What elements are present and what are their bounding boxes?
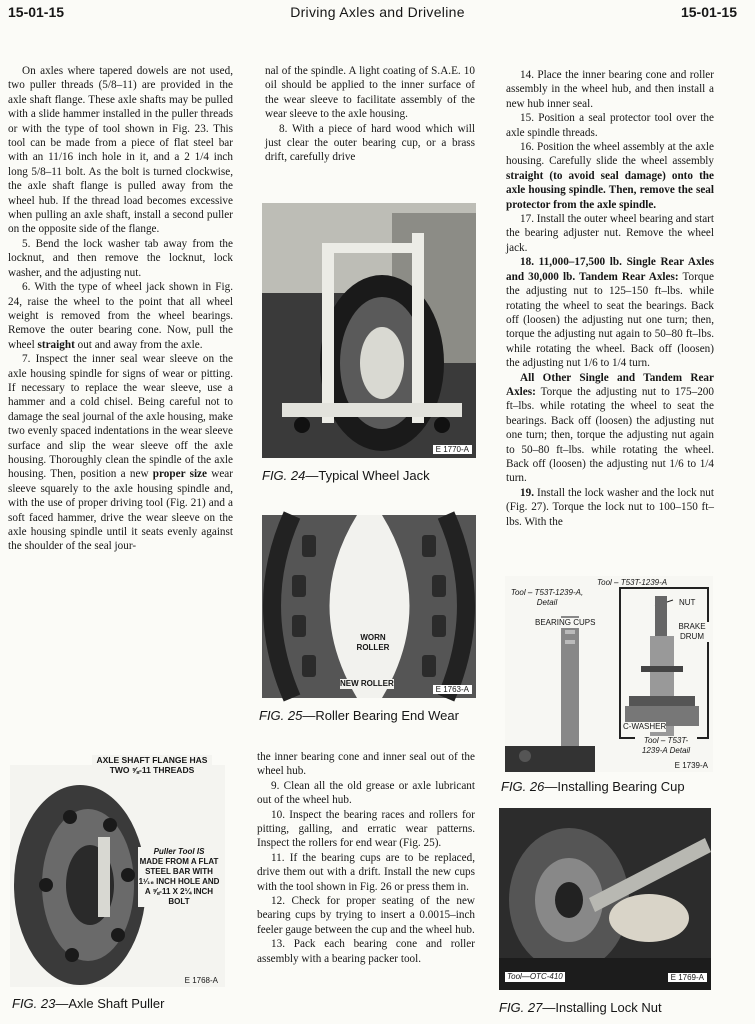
paragraph: 6. With the type of wheel jack shown in Fig. 24, raise the wheel to the point that all wheel weight is removed from the wheel bearings. Remove the outer bearing cone. Now, pull the wheel straight out and away from the axle. [8,281,233,351]
label-tool-detail: Tool – T53T-1239-A, Detail [505,588,589,608]
column-2-top [265,64,475,165]
paragraph: 11. If the bearing cups are to be replaced, drive them out with a drift. Install the new cups with the tool shown in Fig. 26 or press them in. [257,851,475,893]
paragraph: 5. Bend the lock washer tab away from the locknut, and then remove the locknut, lock washer, and the adjusting nut. [8,237,233,279]
paragraph: 19. Install the lock washer and the lock nut (Fig. 27). Torque the lock nut to 100–150 ft–lbs. With the [506,486,714,528]
page-number-left: 15-01-15 [8,4,65,20]
figure-24-wheel-jack-photo [262,203,476,458]
figure-23-caption: FIG. 23—Axle Shaft Puller [12,996,165,1011]
paragraph: 16. Position the wheel assembly at the axle housing. Carefully slide the wheel assembly straight (to avoid seal damage) onto the axle housing spindle. Then, remove the seal protector from the axle spindle. [506,141,714,211]
paragraph: All Other Single and Tandem Rear Axles: Torque the adjusting nut to 175–200 ft–lbs. while rotating the wheel to seat the bearings. Back off (loosen) the adjusting nut one turn; then, torque the adjusting nut again to 50–80 ft–lbs. while rotating the wheel. Back off (loosen) the adjusting nut 1/6 to 1/4 turn. [506,371,714,485]
figure-code: E 1770-A [433,445,472,454]
paragraph: 15. Position a seal protector tool over the axle spindle threads. [506,112,714,139]
figure-27-caption: FIG. 27—Installing Lock Nut [499,1000,662,1015]
paragraph: 14. Place the inner bearing cone and roller assembly in the wheel hub, and then install a new hub inner seal. [506,69,714,110]
label-c-washer: C-WASHER [623,722,667,731]
page-title: Driving Axles and Driveline [290,4,465,20]
figure-26-bearing-cup-diagram [505,576,713,772]
figure-code: E 1763-A [433,685,472,694]
paragraph: On axles where tapered dowels are not used, two puller threads (5/8–11) are provided in the axle shaft flange. These axle shafts may be pulled with a slide hammer installed in the puller threads or with the type of tool shown in Fig. 23. This tool can be made from a piece of flat steel bar with an 11/16 inch hole in it, and a 2 1/4 inch long 5/8–11 bolt. As the bolt is turned clockwise, the axle shaft flange is pulled away from the wheel hub. If the thread load becomes excessive when pulling an axle shaft, install a second puller on the opposite side of the flange. [8,65,233,236]
paragraph: 10. Inspect the bearing races and rollers for pitting, galling, and erratic wear patterns. Inspect the rollers for end wear (Fig. 25). [257,808,475,850]
label-bearing-cups: BEARING CUPS [535,618,596,627]
figure-26-caption: FIG. 26—Installing Bearing Cup [501,779,685,794]
label-tool-top: Tool – T53T-1239-A [597,578,668,587]
paragraph: 17. Install the outer wheel bearing and start the bearing adjuster nut. Remove the wheel jack. [506,213,714,254]
label-tool-bottom: Tool – T53T-1239-A Detail [635,736,697,756]
figure-25-roller-bearing-photo [262,515,476,698]
figure-code: E 1769-A [668,973,707,982]
figure-27-lock-nut-photo [499,808,711,990]
column-3 [506,68,714,529]
paragraph: 8. With a piece of hard wood which will just clear the outer bearing cup, or a brass drift, carefully drive [265,122,475,164]
label-worn-roller: WORN ROLLER [348,633,398,653]
paragraph: 13. Pack each bearing cone and roller assembly with a bearing packer tool. [257,938,475,965]
paragraph: 9. Clean all the old grease or axle lubricant out of the wheel hub. [257,779,475,807]
label-axle-flange-threads: AXLE SHAFT FLANGE HAS TWO ⅝-11 THREADS [92,755,212,775]
column-1 [8,64,233,554]
paragraph: the inner bearing cone and inner seal out of the wheel hub. [257,751,475,778]
figure-code: E 1739-A [672,761,711,770]
label-puller-tool: Puller Tool IS MADE FROM A FLAT STEEL BAR WITH 1¹⁄₁₆ INCH HOLE AND A ⅝-11 X 2¼ INCH BOLT [138,847,220,906]
paragraph: 18. 11,000–17,500 lb. Single Rear Axles and 30,000 lb. Tandem Rear Axles: Torque the adjusting nut to 125–150 ft–lbs. while rotating the wheel to seat the bearings. Back off (loosen) the adjusting nut one turn; then, torque the adjusting nut again to 50–80 ft–lbs. while rotating the wheel. Back off (loosen) the adjusting nut 1/6 to 1/4 turn. [506,256,714,370]
figure-24-caption: FIG. 24—Typical Wheel Jack [262,468,430,483]
column-2-bottom [257,750,475,966]
paragraph: 12. Check for proper seating of the new bearing cups by trying to insert a 0.0015–inch feeler gauge between the cup and the wheel hub. [257,895,475,936]
label-brake-drum: BRAKE DRUM [675,622,709,642]
figure-code: E 1768-A [182,976,221,985]
label-new-roller: NEW ROLLER [340,679,394,688]
page-number-right: 15-01-15 [680,4,737,20]
label-nut: NUT [679,598,696,607]
paragraph: 7. Inspect the inner seal wear sleeve on the axle housing spindle for signs of wear or pitting. If necessary to replace the wear sleeve, use a hammer and a cold chisel. Being careful not to damage the seal journal of the axle housing, make two evenly spaced indentations in the wear sleeve surface and slip the wear sleeve off the axle housing. Thoroughly clean the spindle of the axle housing. Then, position a new proper size wear sleeve squarely to the axle housing spindle and, with the use of proper driving tool (Fig. 21) and a soft faced hammer, drive the wear sleeve on the axle housing spindle until it seats evenly against the shoulder of the seal jour- [8,353,233,553]
figure-23-axle-shaft-puller-photo [10,755,225,987]
figure-25-caption: FIG. 25—Roller Bearing End Wear [259,708,459,723]
label-tool: Tool—OTC-410 [507,972,563,981]
paragraph: nal of the spindle. A light coating of S.A.E. 10 oil should be applied to the inner surface of the wear sleeve to facilitate assembly of the wear sleeve to the axle housing. [265,65,475,121]
